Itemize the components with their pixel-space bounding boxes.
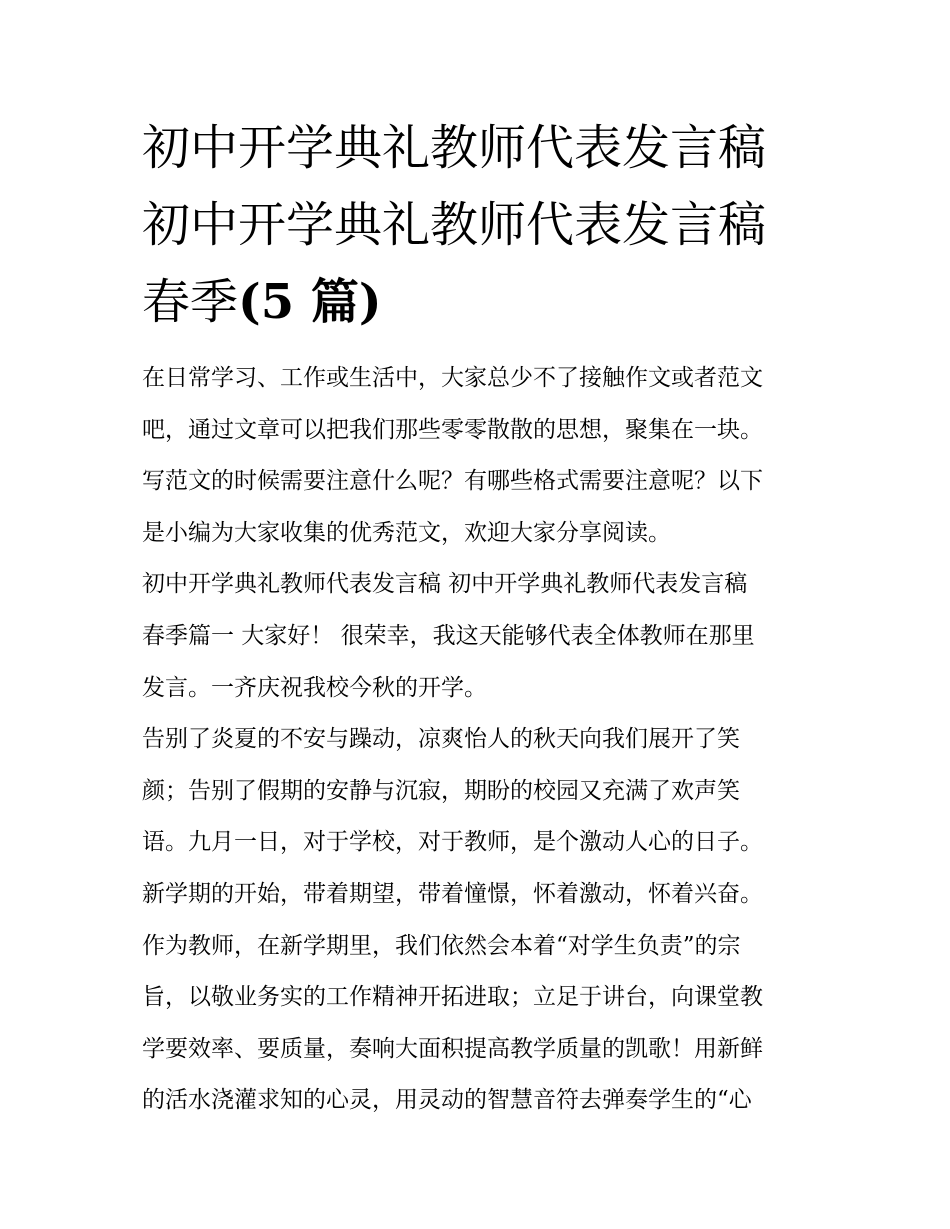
title-line-1: 初中开学典礼教师代表发言稿 [142,120,767,176]
document-body [142,353,822,1127]
paragraph-intro [142,353,822,559]
paragraph-line: 的活水浇灌求知的心灵，用灵动的智慧音符去弹奏学生的“心 [142,1087,752,1114]
title-line-3 [142,264,842,341]
paragraph-line: 发言。一齐庆祝我校今秋的开学。 [142,674,487,701]
title-line-2: 初中开学典礼教师代表发言稿 [142,197,767,253]
paragraph-line: 吧，通过文章可以把我们那些零零散散的思想，聚集在一块。 [142,416,763,443]
paragraph-line: 春季篇一 大家好！ 很荣幸，我这天能够代表全体教师在那里 [142,622,755,649]
paragraph-body [142,714,822,1127]
paragraph-line: 告别了炎夏的不安与躁动，凉爽怡人的秋天向我们展开了笑 [142,726,740,753]
paragraph-greeting [142,559,822,714]
title-line-3-prefix: 春季 [142,274,239,330]
paragraph-line: 语。九月一日，对于学校，对于教师，是个激动人心的日子。 [142,829,763,856]
paragraph-line: 初中开学典礼教师代表发言稿 初中开学典礼教师代表发言稿 [142,571,748,598]
paragraph-line: 颜；告别了假期的安静与沉寂，期盼的校园又充满了欢声笑 [142,777,740,804]
paragraph-line: 新学期的开始，带着期望，带着憧憬，怀着激动，怀着兴奋。 [142,880,763,907]
paragraph-line: 作为教师，在新学期里，我们依然会本着“对学生负责”的宗 [142,932,741,959]
paragraph-line: 写范文的时候需要注意什么呢？有哪些格式需要注意呢？以下 [142,468,763,495]
paragraph-line: 学要效率、要质量，奏响大面积提高教学质量的凯歌！用新鲜 [142,1035,763,1062]
document-title [142,110,842,341]
title-line-3-suffix: (5 篇) [238,274,382,330]
paragraph-line: 在日常学习、工作或生活中，大家总少不了接触作文或者范文 [142,365,763,391]
paragraph-line: 是小编为大家收集的优秀范文，欢迎大家分享阅读。 [142,519,671,546]
paragraph-line: 旨，以敬业务实的工作精神开拓进取；立足于讲台，向课堂教 [142,984,763,1011]
